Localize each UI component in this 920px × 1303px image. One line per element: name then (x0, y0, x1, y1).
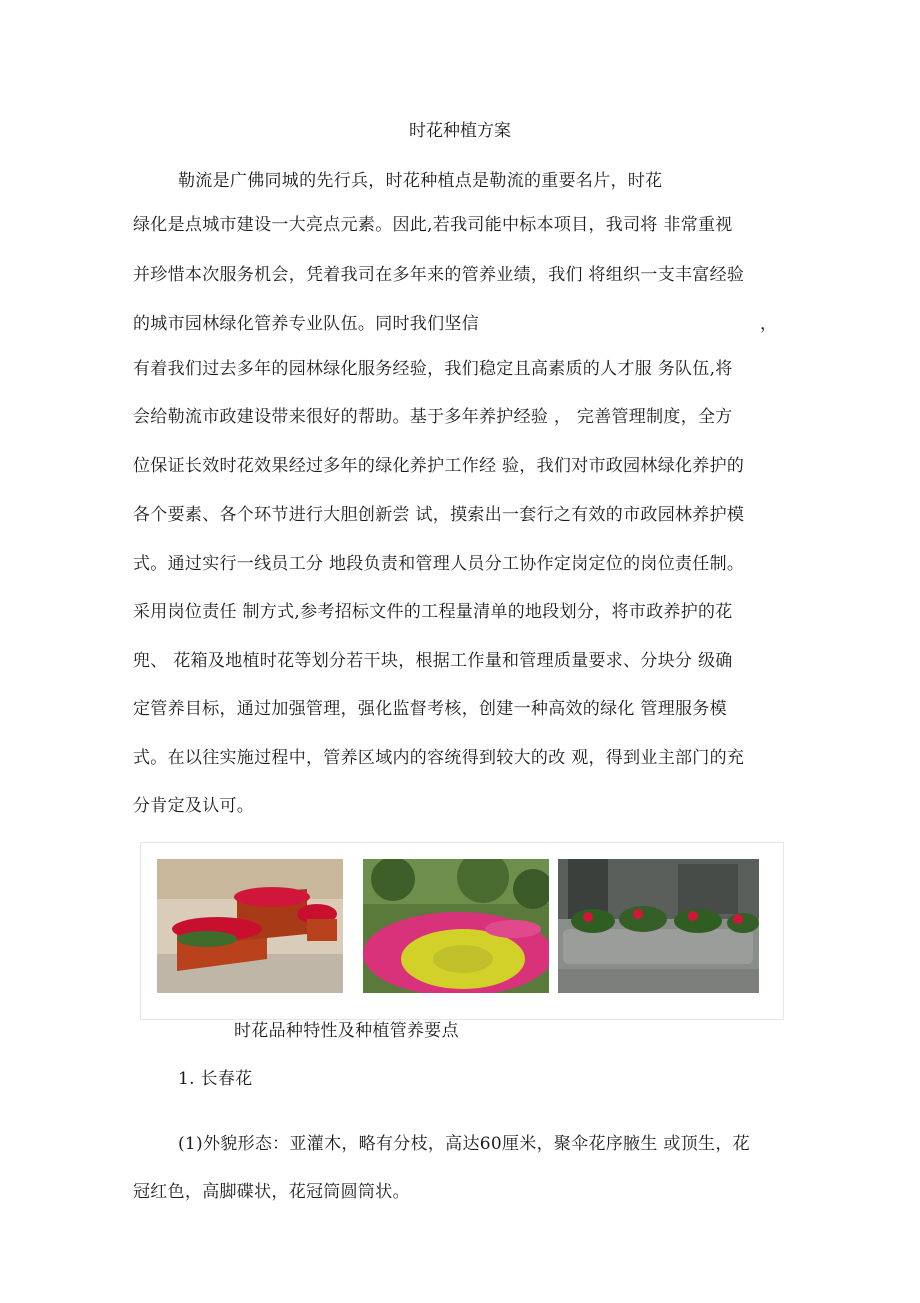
photo-strip (140, 842, 784, 1020)
document-title: 时花种植方案 (409, 121, 511, 141)
paragraph-line: 定管养目标，通过加强管理，强化监督考核，创建一种高效的绿化 管理服务模 (133, 699, 727, 719)
street-planter-photo (558, 859, 759, 993)
paragraph-line: 式。在以往实施过程中，管养区域内的容统得到较大的改 观，得到业主部门的充 (133, 748, 745, 768)
paragraph-line: 位保证长效时花效果经过多年的绿化养护工作经 验，我们对市政园林绿化养护的 (133, 456, 745, 476)
paragraph-line: 分肯定及认可。 (133, 796, 255, 816)
paragraph-line: 采用岗位责任 制方式,参考招标文件的工程量清单的地段划分，将市政养护的花 (133, 602, 733, 622)
section-heading: 时花品种特性及种植管养要点 (234, 1021, 459, 1041)
paragraph-line: 有着我们过去多年的园林绿化服务经验，我们稳定且高素质的人才服 务队伍,将 (133, 359, 733, 379)
flower-bed-photo (363, 859, 549, 993)
paragraph-line: 并珍惜本次服务机会，凭着我司在多年来的管养业绩，我们 将组织一支丰富经验 (133, 265, 745, 285)
paragraph-line: 会给勒流市政建设带来很好的帮助。基于多年养护经验 ， 完善管理制度，全方 (133, 407, 733, 427)
paragraph-line: 式。通过实行一线员工分 地段负责和管理人员分工协作定岗定位的岗位责任制。 (133, 554, 745, 574)
flower-box-photo (157, 859, 343, 993)
item-heading: 1. 长春花 (178, 1069, 253, 1089)
paragraph-line: 各个要素、各个环节进行大胆创新尝 试，摸索出一套行之有效的市政园林养护模 (133, 505, 745, 525)
item-description-line: 冠红色，高脚碟状，花冠筒圆筒状。 (133, 1182, 410, 1202)
item-description-line: (1)外貌形态：亚灌木，略有分枝，高达60厘米，聚伞花序腋生 或顶生，花 (178, 1134, 750, 1154)
paragraph-comma: ， (760, 314, 778, 334)
paragraph-line: 绿化是点城市建设一大亮点元素。因此,若我司能中标本项目，我司将 非常重视 (133, 215, 733, 235)
paragraph-line: 兜、 花箱及地植时花等划分若干块，根据工作量和管理质量要求、分块分 级确 (133, 651, 733, 671)
paragraph-line: 的城市园林绿化管养专业队伍。同时我们坚信 (133, 314, 479, 334)
paragraph-line: 勒流是广佛同城的先行兵，时花种植点是勒流的重要名片，时花 (178, 171, 663, 191)
